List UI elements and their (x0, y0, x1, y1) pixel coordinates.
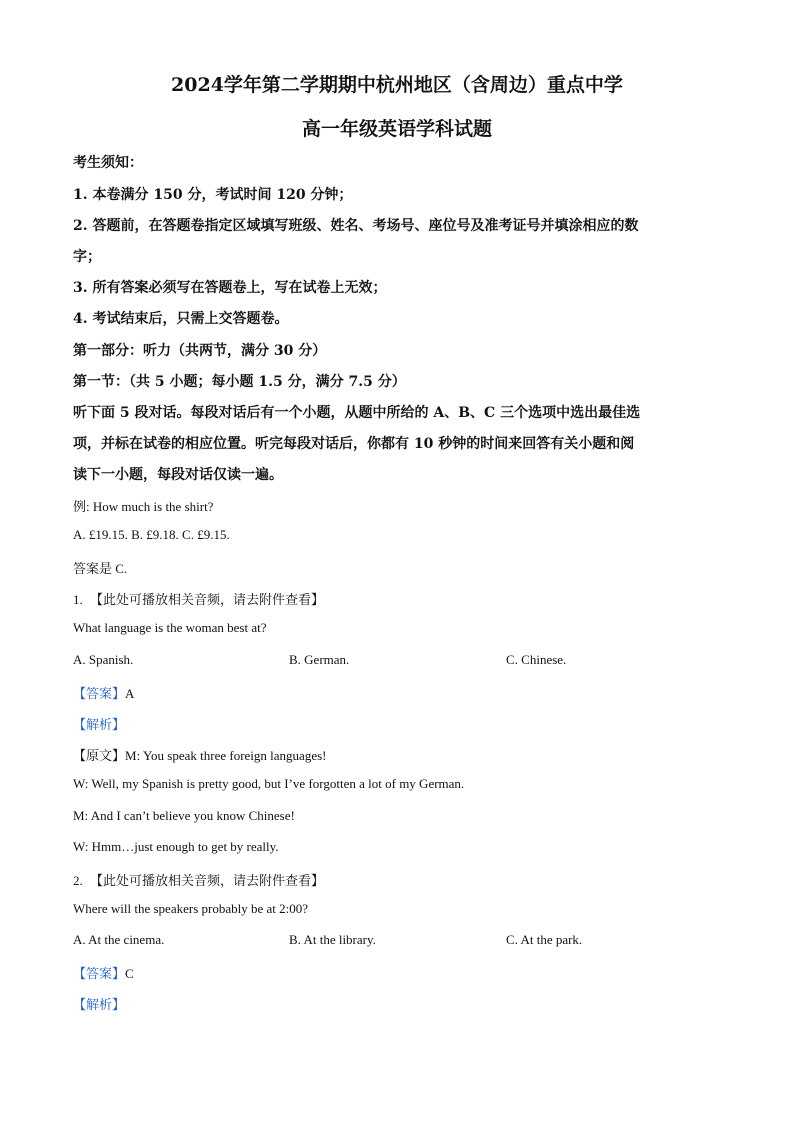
answer-value: A (125, 686, 135, 701)
instruction-line: 听下面 5 段对话。每段对话后有一个小题，从题中所给的 A、B、C 三个选项中选出最佳选 (73, 405, 641, 421)
transcript-line (73, 745, 326, 764)
audio-placeholder[interactable]: 【此处可播放相关音频，请去附件查看】 (90, 873, 325, 888)
question-2-text: Where will the speakers probably be at 2:00? (73, 901, 308, 916)
section-heading: 第一节：（共 5 小题；每小题 1.5 分，满分 7.5 分） (73, 374, 406, 390)
exam-subtitle: 高一年级英语学科试题 (301, 118, 492, 140)
transcript-text: M: You speak three foreign languages! (125, 748, 327, 763)
answer-tag: 【答案】 (73, 966, 126, 981)
exam-title: 2024学年第二学期期中杭州地区（含周边）重点中学 (171, 74, 623, 96)
audio-placeholder[interactable]: 【此处可播放相关音频，请去附件查看】 (90, 592, 325, 607)
notice-item: 1. 本卷满分 150 分，考试时间 120 分钟； (73, 187, 353, 203)
notice-item: 4. 考试结束后，只需上交答题卷。 (73, 311, 289, 327)
question-1-answer (73, 683, 134, 702)
part-heading: 第一部分：听力（共两节，满分 30 分） (73, 343, 327, 359)
option-a: A. At the cinema. (73, 932, 165, 947)
question-1-text: What language is the woman best at? (73, 620, 267, 635)
notice-heading: 考生须知： (73, 155, 143, 171)
question-1-header (73, 589, 324, 608)
example-question: 例: How much is the shirt? (73, 499, 214, 514)
transcript-tag: 【原文】 (73, 748, 126, 763)
transcript-line: M: And I can’t believe you know Chinese! (73, 808, 295, 823)
option-c: C. At the park. (506, 932, 583, 947)
notice-item: 3. 所有答案必须写在答题卷上，写在试卷上无效； (73, 280, 387, 296)
instruction-line: 读下一小题，每段对话仅读一遍。 (73, 467, 283, 483)
question-2-answer (73, 963, 134, 982)
analysis-tag: 【解析】 (73, 997, 126, 1012)
option-b: B. German. (289, 652, 350, 667)
option-a: A. Spanish. (73, 652, 134, 667)
example-answer: 答案是 C. (73, 561, 128, 576)
option-b: B. At the library. (289, 932, 376, 947)
notice-item: 字； (73, 249, 101, 265)
transcript-line: W: Hmm…just enough to get by really. (73, 839, 279, 854)
option-c: C. Chinese. (506, 652, 567, 667)
example-options: A. £19.15. B. £9.18. C. £9.15. (73, 527, 230, 542)
analysis-tag: 【解析】 (73, 717, 126, 732)
instruction-line: 项，并标在试卷的相应位置。听完每段对话后，你都有 10 秒钟的时间来回答有关小题和阅 (73, 436, 635, 452)
question-number: 2. (73, 873, 83, 888)
answer-value: C (125, 966, 134, 981)
transcript-line: W: Well, my Spanish is pretty good, but I’ve forgotten a lot of my German. (73, 776, 465, 791)
question-number: 1. (73, 592, 83, 607)
notice-item: 2. 答题前，在答题卷指定区域填写班级、姓名、考场号、座位号及准考证号并填涂相应的数 (73, 218, 639, 234)
answer-tag: 【答案】 (73, 686, 126, 701)
question-2-header (73, 870, 324, 889)
